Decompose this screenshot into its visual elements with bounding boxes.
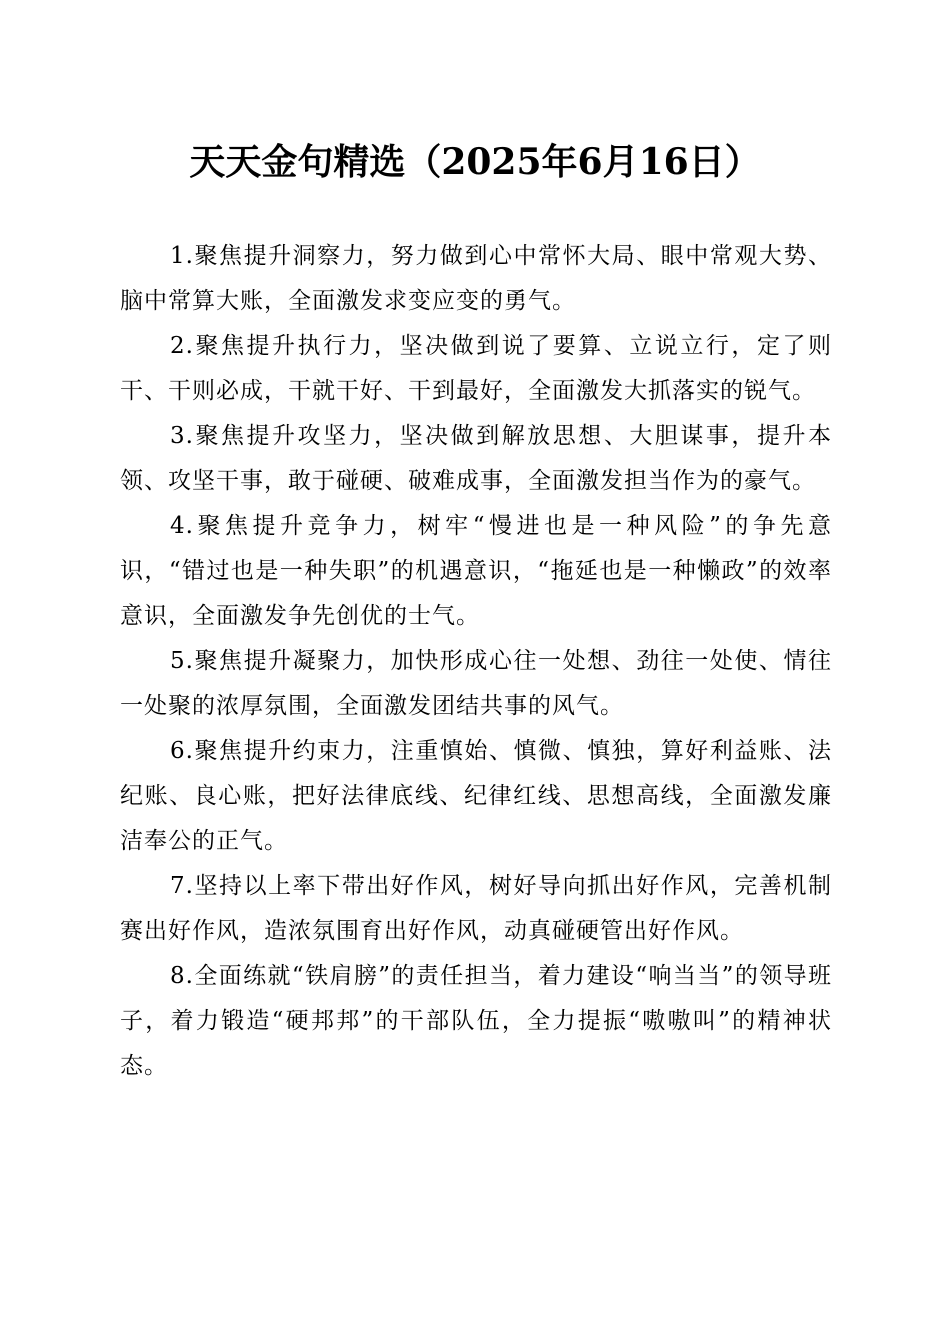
paragraph-4: 4.聚焦提升竞争力，树牢“慢进也是一种风险”的争先意识，“错过也是一种失职”的机遇意识，“拖延也是一种懒政”的效率意识，全面激发争先创优的士气。	[120, 513, 832, 629]
paragraph-1: 1.聚焦提升洞察力，努力做到心中常怀大局、眼中常观大势、脑中常算大账，全面激发求变应变的勇气。	[120, 243, 832, 314]
paragraph-7: 7.坚持以上率下带出好作风，树好导向抓出好作风，完善机制赛出好作风，造浓氛围育出好作风，动真碰硬管出好作风。	[120, 873, 832, 944]
document-body	[120, 234, 832, 1089]
document-title: 天天金句精选（2025年6月16日）	[189, 141, 761, 183]
paragraph-3: 3.聚焦提升攻坚力，坚决做到解放思想、大胆谋事，提升本领、攻坚干事，敢于碰硬、破难成事，全面激发担当作为的豪气。	[120, 423, 832, 494]
paragraph-2: 2.聚焦提升执行力，坚决做到说了要算、立说立行，定了则干、干则必成，干就干好、干到最好，全面激发大抓落实的锐气。	[120, 333, 832, 404]
paragraph-6: 6.聚焦提升约束力，注重慎始、慎微、慎独，算好利益账、法纪账、良心账，把好法律底线、纪律红线、思想高线，全面激发廉洁奉公的正气。	[120, 738, 832, 854]
paragraph-8: 8.全面练就“铁肩膀”的责任担当，着力建设“响当当”的领导班子，着力锻造“硬邦邦”的干部队伍，全力提振“嗷嗷叫”的精神状态。	[120, 963, 832, 1079]
paragraph-5: 5.聚焦提升凝聚力，加快形成心往一处想、劲往一处使、情往一处聚的浓厚氛围，全面激发团结共事的风气。	[120, 648, 832, 719]
